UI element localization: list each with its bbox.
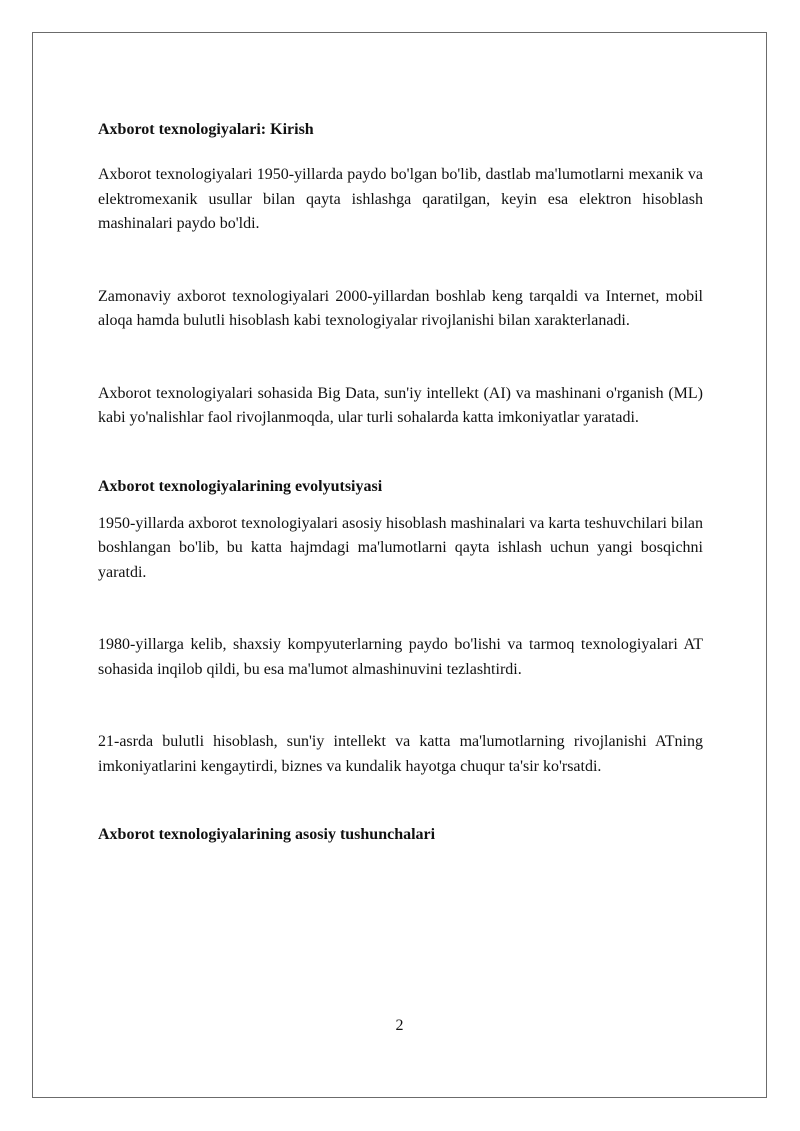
page-number: 2	[395, 1017, 404, 1034]
paragraph-evolution-3: 21-asrda bulutli hisoblash, sun'iy intellekt va katta ma'lumotlarning rivojlanishi ATning imkoniyatlarini kengaytirdi, biznes va kundalik hayotga chuqur ta'sir ko'rsatdi.	[98, 733, 703, 775]
paragraph-intro-2: Zamonaviy axborot texnologiyalari 2000-yillardan boshlab keng tarqaldi va Internet, mobil aloqa hamda bulutli hisoblash kabi texnologiyalar rivojlanishi bilan xarakterlanadi.	[98, 287, 703, 329]
page-content	[98, 120, 703, 845]
paragraph-intro-3: Axborot texnologiyalari sohasida Big Data, sun'iy intellekt (AI) va mashinani o'rganish (ML) kabi yo'nalishlar faol rivojlanmoqda, ular turli sohalarda katta imkoniyatlar yaratadi.	[98, 384, 703, 426]
document-page	[32, 32, 767, 1098]
section-heading-evolution: Axborot texnologiyalarining evolyutsiyasi	[98, 477, 383, 495]
paragraph-evolution-2: 1980-yillarga kelib, shaxsiy kompyuterlarning paydo bo'lishi va tarmoq texnologiyalari AT sohasida inqilob qildi, bu esa ma'lumot almashinuvini tezlashtirdi.	[98, 636, 703, 678]
section-heading-intro: Axborot texnologiyalari: Kirish	[98, 121, 314, 138]
paragraph-intro-1: Axborot texnologiyalari 1950-yillarda paydo bo'lgan bo'lib, dastlab ma'lumotlarni mexanik va elektromexanik usullar bilan qayta ishlashga qaratilgan, keyin esa elektron hisoblash mashinalari paydo bo'ldi.	[98, 166, 703, 232]
paragraph-evolution-1: 1950-yillarda axborot texnologiyalari asosiy hisoblash mashinalari va karta teshuvchilari bilan boshlangan bo'lib, bu katta hajmdagi ma'lumotlarni qayta ishlash uchun yangi bosqichni yaratdi.	[98, 514, 703, 581]
section-heading-concepts: Axborot texnologiyalarining asosiy tushunchalari	[98, 826, 436, 843]
